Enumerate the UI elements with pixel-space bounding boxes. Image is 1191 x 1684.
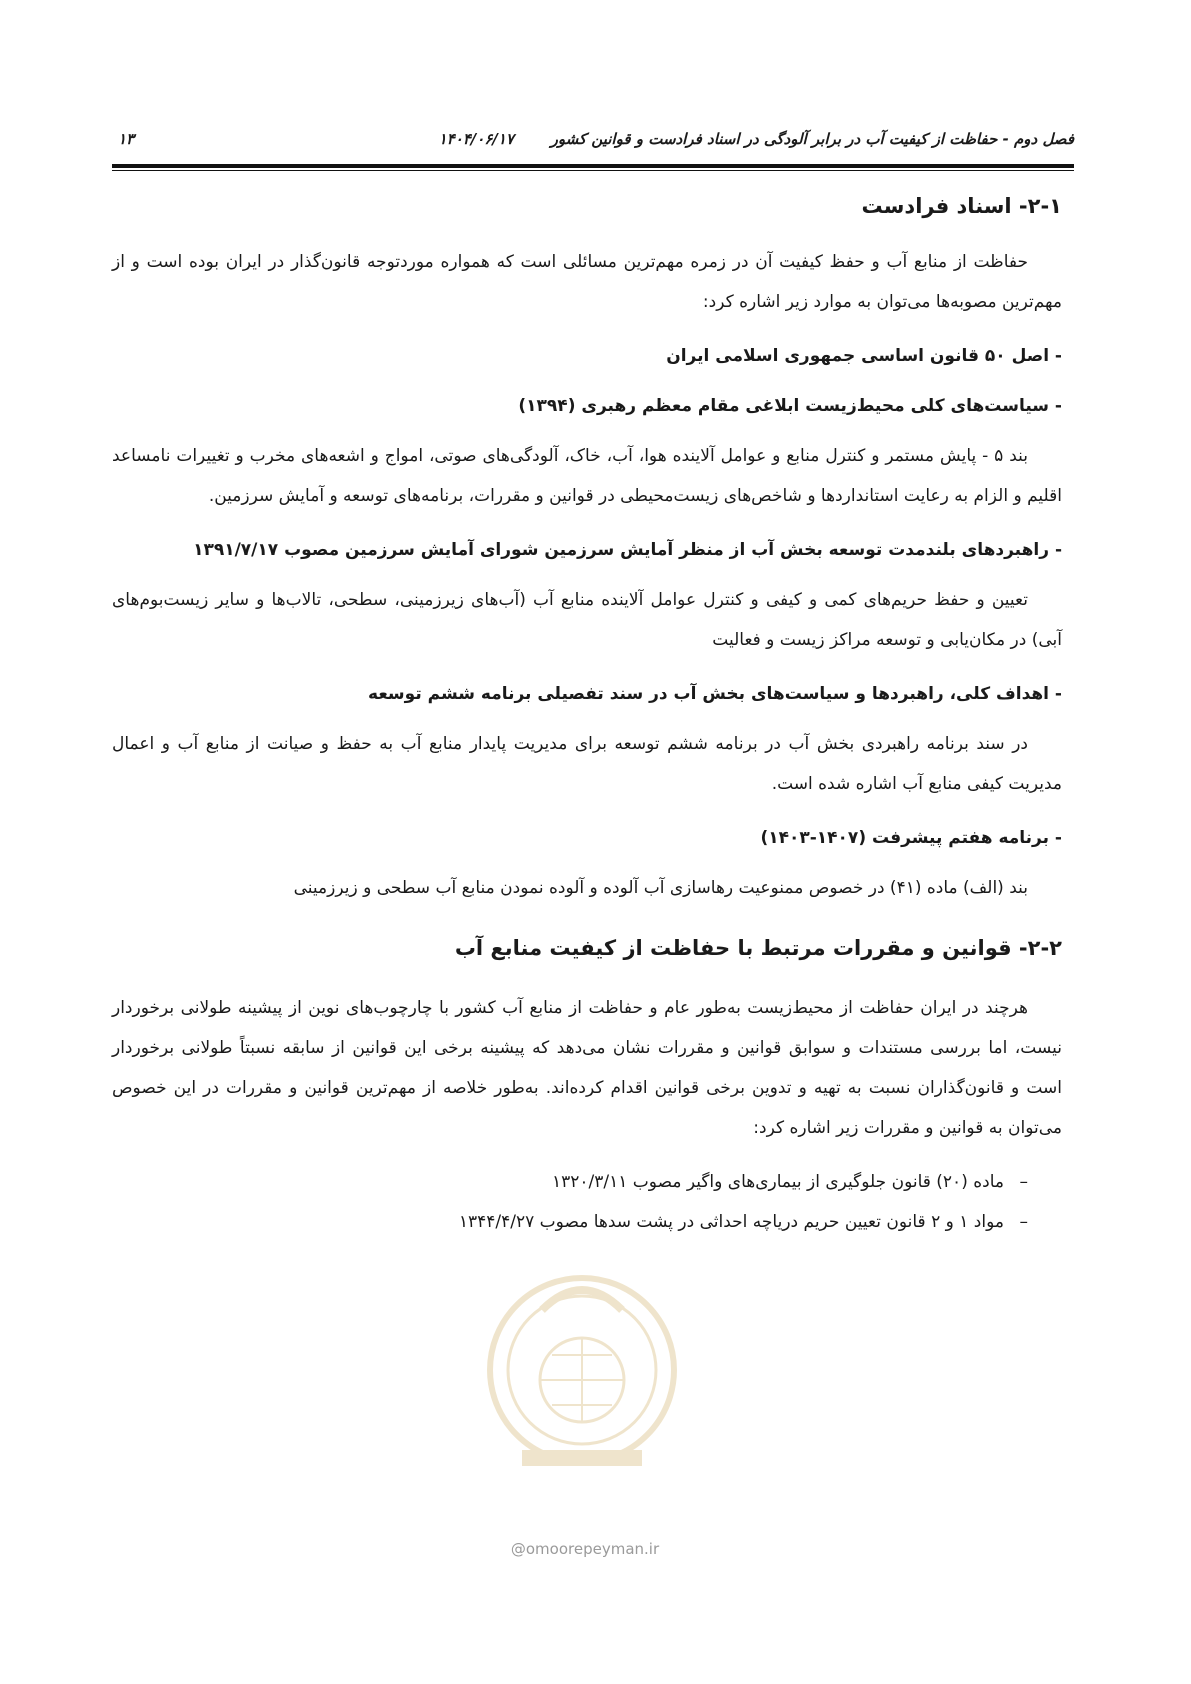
list-item: – مواد ۱ و ۲ قانون تعیین حریم دریاچه احداثی در پشت سدها مصوب ۱۳۴۴/۴/۲۷ xyxy=(112,1202,1028,1242)
page-content xyxy=(112,188,1062,1242)
list-item: – ماده (۲۰) قانون جلوگیری از بیماری‌های واگیر مصوب ۱۳۲۰/۳/۱۱ xyxy=(112,1162,1028,1202)
publisher-seal-watermark xyxy=(482,1250,682,1500)
long-term-strategies-body: تعیین و حفظ حریم‌های کمی و کیفی و کنترل عوامل آلاینده منابع آب (آب‌های زیرزمینی، سطحی، تالاب‌ها و سایر زیست‌بوم‌های آبی) در مکان‌یابی و توسعه مراکز زیست و فعالیت xyxy=(112,590,1062,650)
header-rule-thin xyxy=(112,170,1074,171)
section-heading-laws-regulations: ۲-۲- قوانین و مقررات مرتبط با حفاظت از کیفیت منابع آب xyxy=(454,936,1062,960)
section-heading-upstream-documents: ۲-۱- اسناد فرادست xyxy=(861,194,1062,218)
section1-intro: حفاظت از منابع آب و حفظ کیفیت آن در زمره مهم‌ترین مسائلی است که همواره موردتوجه قانون‌گذار در ایران بوده است و از مهم‌ترین مصوبه‌ها می‌توان به موارد زیر اشاره کرد: xyxy=(112,252,1062,312)
running-header xyxy=(112,130,1074,160)
subhead-long-term-strategies: - راهبردهای بلندمدت توسعه بخش آب از منظر آمایش سرزمین شورای آمایش سرزمین مصوب ۱۳۹۱/۷/۱۷ xyxy=(193,540,1062,560)
section2-intro: هرچند در ایران حفاظت از محیط‌زیست به‌طور عام و حفاظت از منابع آب کشور با چارچوب‌های نوین از پیشینه طولانی برخوردار نیست، اما بررسی مستندات و سوابق قوانین و مقررات نشان می‌دهد که پیشینه برخی این قوانین از سابقه نسبتاً طولانی برخوردار است و قانون‌گذاران نسبت به تهیه و تدوین برخی قوانین اقدام کرده‌اند. به‌طور خلاصه از مهم‌ترین قوانین و مقررات در این خصوص می‌توان به قوانین و مقررات زیر اشاره کرد: xyxy=(112,998,1062,1138)
subhead-sixth-plan-goals: - اهداف کلی، راهبردها و سیاست‌های بخش آب در سند تفصیلی برنامه ششم توسعه xyxy=(368,684,1062,704)
sixth-plan-body: در سند برنامه راهبردی بخش آب در برنامه ششم توسعه برای مدیریت پایدار منابع آب به حفظ و صیانت از منابع آب و اعمال مدیریت کیفی منابع آب اشاره شده است. xyxy=(112,734,1062,794)
header-date: ۱۴۰۴/۰۶/۱۷ xyxy=(438,130,514,148)
header-rule-thick xyxy=(112,164,1074,168)
subhead-seventh-plan: - برنامه هفتم پیشرفت (۱۴۰۷-۱۴۰۳) xyxy=(760,828,1062,848)
seventh-plan-body: بند (الف) ماده (۴۱) در خصوص ممنوعیت رهاسازی آب آلوده و آلوده نمودن منابع آب سطحی و زیرزمینی xyxy=(293,878,1028,898)
header-title: فصل دوم - حفاظت از کیفیت آب در برابر آلودگی در اسناد فرادست و قوانین کشور xyxy=(550,130,1074,148)
page-number: ۱۳ xyxy=(118,130,135,148)
laws-list xyxy=(112,1162,1062,1242)
subhead-environment-policies: - سیاست‌های کلی محیط‌زیست ابلاغی مقام معظم رهبری (۱۳۹۴) xyxy=(518,396,1062,416)
subhead-constitution-article-50: - اصل ۵۰ قانون اساسی جمهوری اسلامی ایران xyxy=(666,346,1062,366)
environment-policies-body: بند ۵ - پایش مستمر و کنترل منابع و عوامل آلاینده هوا، آب، خاک، آلودگی‌های صوتی، امواج و اشعه‌های مخرب و تغییرات نامساعد اقلیم و الزام به رعایت استانداردها و شاخص‌های زیست‌محیطی در قوانین و مقررات، برنامه‌های توسعه و آمایش سرزمین. xyxy=(112,446,1062,506)
watermark-website-text: @omoorepeyman.ir xyxy=(510,1540,660,1558)
